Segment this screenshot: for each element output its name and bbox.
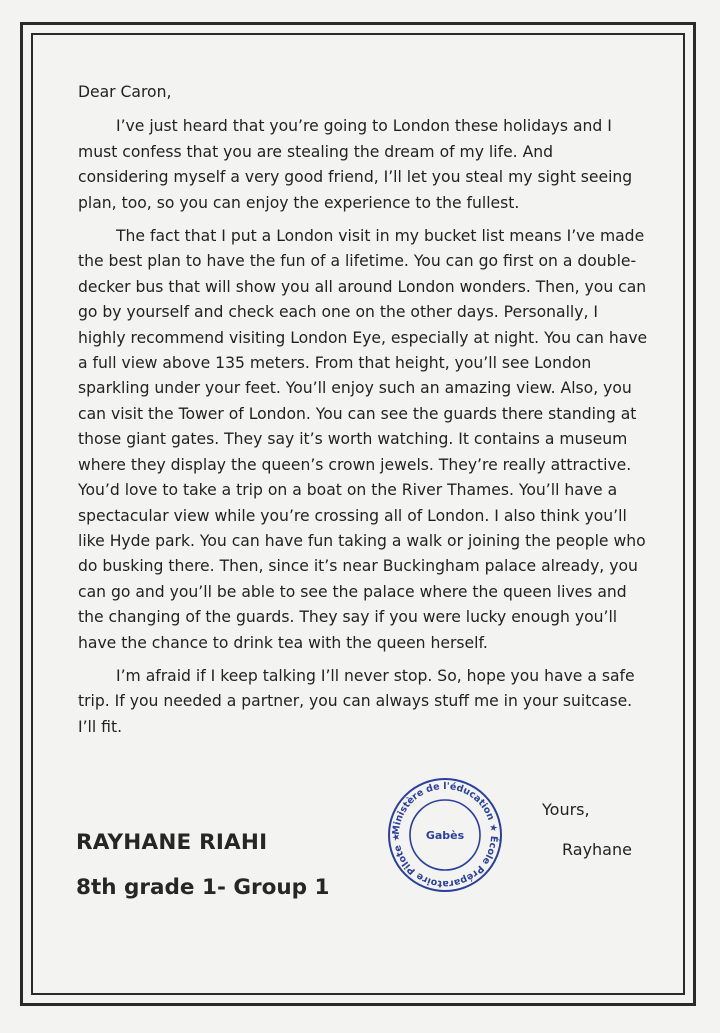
letter-greeting: Dear Caron, (78, 83, 172, 101)
school-stamp (385, 775, 505, 895)
paragraph-3: I’m afraid if I keep talking I’ll never stop. So, hope you have a safe trip. If you needed a partner, you can always stuff me in your suitcase. I’ll fit. (78, 666, 635, 736)
letter-signature: Rayhane (562, 840, 632, 859)
author-grade: 8th grade 1- Group 1 (76, 875, 330, 900)
author-name: RAYHANE RIAHI (76, 830, 268, 855)
letter-body (78, 80, 648, 748)
paragraph-1: I’ve just heard that you’re going to London these holidays and I must confess that you are stealing the dream of my life. And considering myself a very good friend, I’ll let you steal my sight seeing plan, too, so you can enjoy the experience to the fullest. (78, 117, 633, 212)
stamp-ring-text: Ministère de l'éducation ★ École Préparatoire Pilote ★ (390, 780, 500, 890)
letter-closing: Yours, (542, 800, 590, 819)
paragraph-2: The fact that I put a London visit in my bucket list means I’ve made the best plan to have the fun of a lifetime. You can go first on a double-decker bus that will show you all around London wonders. Then, you can go by yourself and check each one on the other days. Personally, I highly recommend visiting London Eye, especially at night. You can have a full view above 135 meters. From that height, you’ll see London sparkling under your feet. You’ll enjoy such an amazing view. Also, you can visit the Tower of London. You can see the guards there standing at those giant gates. They say it’s worth watching. It contains a museum where they display the queen’s crown jewels. They’re really attractive. You’d love to take a trip on a boat on the River Thames. You’ll have a spectacular view while you’re crossing all of London. I also think you’ll like Hyde park. You can have fun taking a walk or joining the people who do busking there. Then, since it’s near Buckingham palace already, you can go and you’ll be able to see the palace where the queen lives and the changing of the guards. They say if you were lucky enough you’ll have the chance to drink tea with the queen herself. (78, 227, 648, 652)
stamp-center-text: Gabès (425, 829, 465, 842)
